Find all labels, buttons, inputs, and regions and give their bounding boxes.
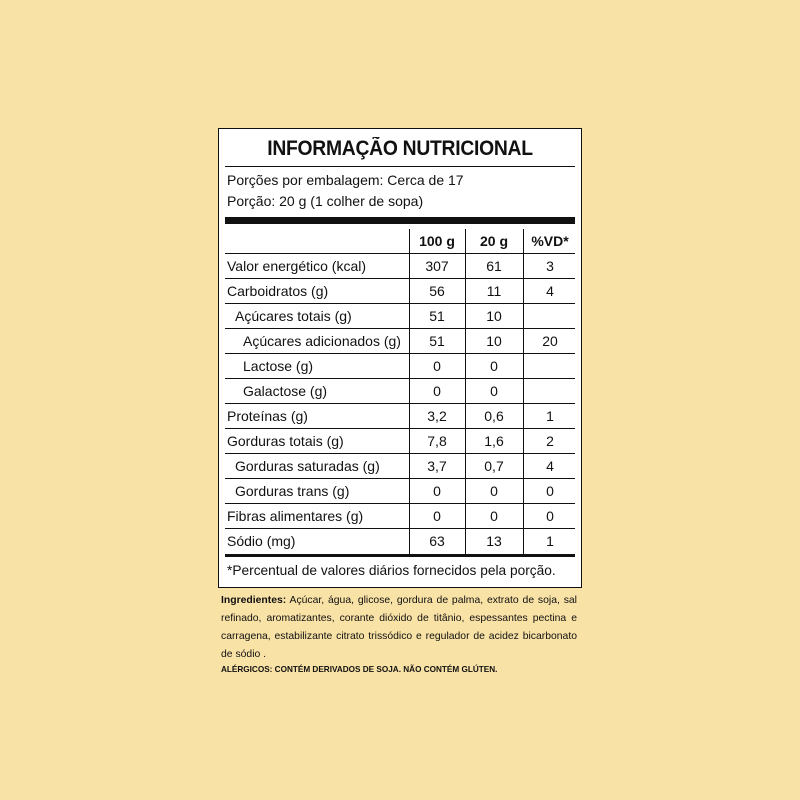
value-vd: 2 [546, 433, 554, 449]
label-title: INFORMAÇÃO NUTRICIONAL [267, 137, 533, 160]
table-row [225, 279, 575, 304]
value-vd: 0 [546, 483, 554, 499]
value-vd: 4 [546, 283, 554, 299]
nutrient-name: Valor energético (kcal) [227, 258, 367, 274]
nutrient-name: Carboidratos (g) [227, 283, 329, 299]
table-row [225, 479, 575, 504]
table-row [225, 354, 575, 379]
value-20g: 0,7 [484, 458, 504, 474]
value-100g: 0 [433, 383, 441, 399]
value-vd: 3 [546, 258, 554, 274]
value-100g: 0 [433, 483, 441, 499]
nutrient-name: Fibras alimentares (g) [227, 508, 364, 524]
value-100g: 7,8 [427, 433, 447, 449]
value-20g: 61 [486, 258, 502, 274]
value-20g: 0 [490, 358, 498, 374]
nutrient-name: Proteínas (g) [227, 408, 308, 424]
value-100g: 51 [429, 308, 445, 324]
footnote: *Percentual de valores diários fornecidos pela porção. [227, 562, 556, 578]
column-header-vd: %VD* [531, 233, 569, 249]
column-header-20g: 20 g [479, 233, 508, 249]
value-20g: 13 [486, 533, 502, 549]
value-vd [523, 354, 577, 379]
value-vd: 4 [546, 458, 554, 474]
nutrient-name: Gorduras totais (g) [227, 433, 344, 449]
allergens-statement: ALÉRGICOS: CONTÉM DERIVADOS DE SOJA. NÃO CONTÉM GLÚTEN. [221, 665, 498, 674]
value-20g: 0 [490, 508, 498, 524]
table-row [225, 529, 575, 554]
table-row [225, 504, 575, 529]
value-20g: 0,6 [484, 408, 504, 424]
value-20g: 0 [490, 383, 498, 399]
title-divider [225, 166, 575, 167]
nutrient-name: Gorduras saturadas (g) [235, 458, 380, 474]
nutrient-name: Açúcares totais (g) [235, 308, 352, 324]
value-vd [523, 304, 577, 329]
bottom-divider [225, 554, 575, 557]
nutrient-name: Lactose (g) [243, 358, 314, 374]
ingredients-list: Açúcar, água, glicose, gordura de palma, extrato de soja, sal refinado, aromatizantes, corante dióxido de titânio, espessantes pectina e carragena, estabilizante citrato trissódico e regulador de acidez bicarbonato de sódio . [221, 595, 577, 660]
table-row [225, 379, 575, 404]
table-header-row [225, 229, 575, 254]
nutrition-facts-label [218, 128, 582, 588]
table-row [225, 429, 575, 454]
value-20g: 10 [486, 308, 502, 324]
nutrient-name: Açúcares adicionados (g) [243, 333, 401, 349]
value-20g: 1,6 [484, 433, 504, 449]
value-vd [523, 379, 577, 404]
value-100g: 0 [433, 358, 441, 374]
value-vd: 1 [546, 533, 554, 549]
serving-size: Porção: 20 g (1 colher de sopa) [227, 193, 424, 209]
value-100g: 3,2 [427, 408, 447, 424]
nutrient-name: Gorduras trans (g) [235, 483, 350, 499]
value-100g: 51 [429, 333, 445, 349]
value-20g: 11 [486, 283, 502, 299]
ingredients-text [221, 592, 577, 664]
value-100g: 63 [429, 533, 445, 549]
table-row [225, 454, 575, 479]
table-row [225, 329, 575, 354]
value-vd: 1 [546, 408, 554, 424]
column-header-100g: 100 g [419, 233, 455, 249]
value-20g: 0 [490, 483, 498, 499]
thick-divider [225, 217, 575, 224]
value-100g: 0 [433, 508, 441, 524]
value-vd: 20 [542, 333, 558, 349]
value-20g: 10 [486, 333, 502, 349]
value-100g: 56 [429, 283, 445, 299]
table-row [225, 304, 575, 329]
value-vd: 0 [546, 508, 554, 524]
servings-per-package: Porções por embalagem: Cerca de 17 [227, 172, 464, 188]
value-100g: 307 [425, 258, 449, 274]
ingredients-heading: Ingredientes: [221, 595, 287, 606]
table-row [225, 404, 575, 429]
value-100g: 3,7 [427, 458, 447, 474]
table-row [225, 254, 575, 279]
nutrient-name: Galactose (g) [243, 383, 328, 399]
nutrient-name: Sódio (mg) [227, 533, 296, 549]
